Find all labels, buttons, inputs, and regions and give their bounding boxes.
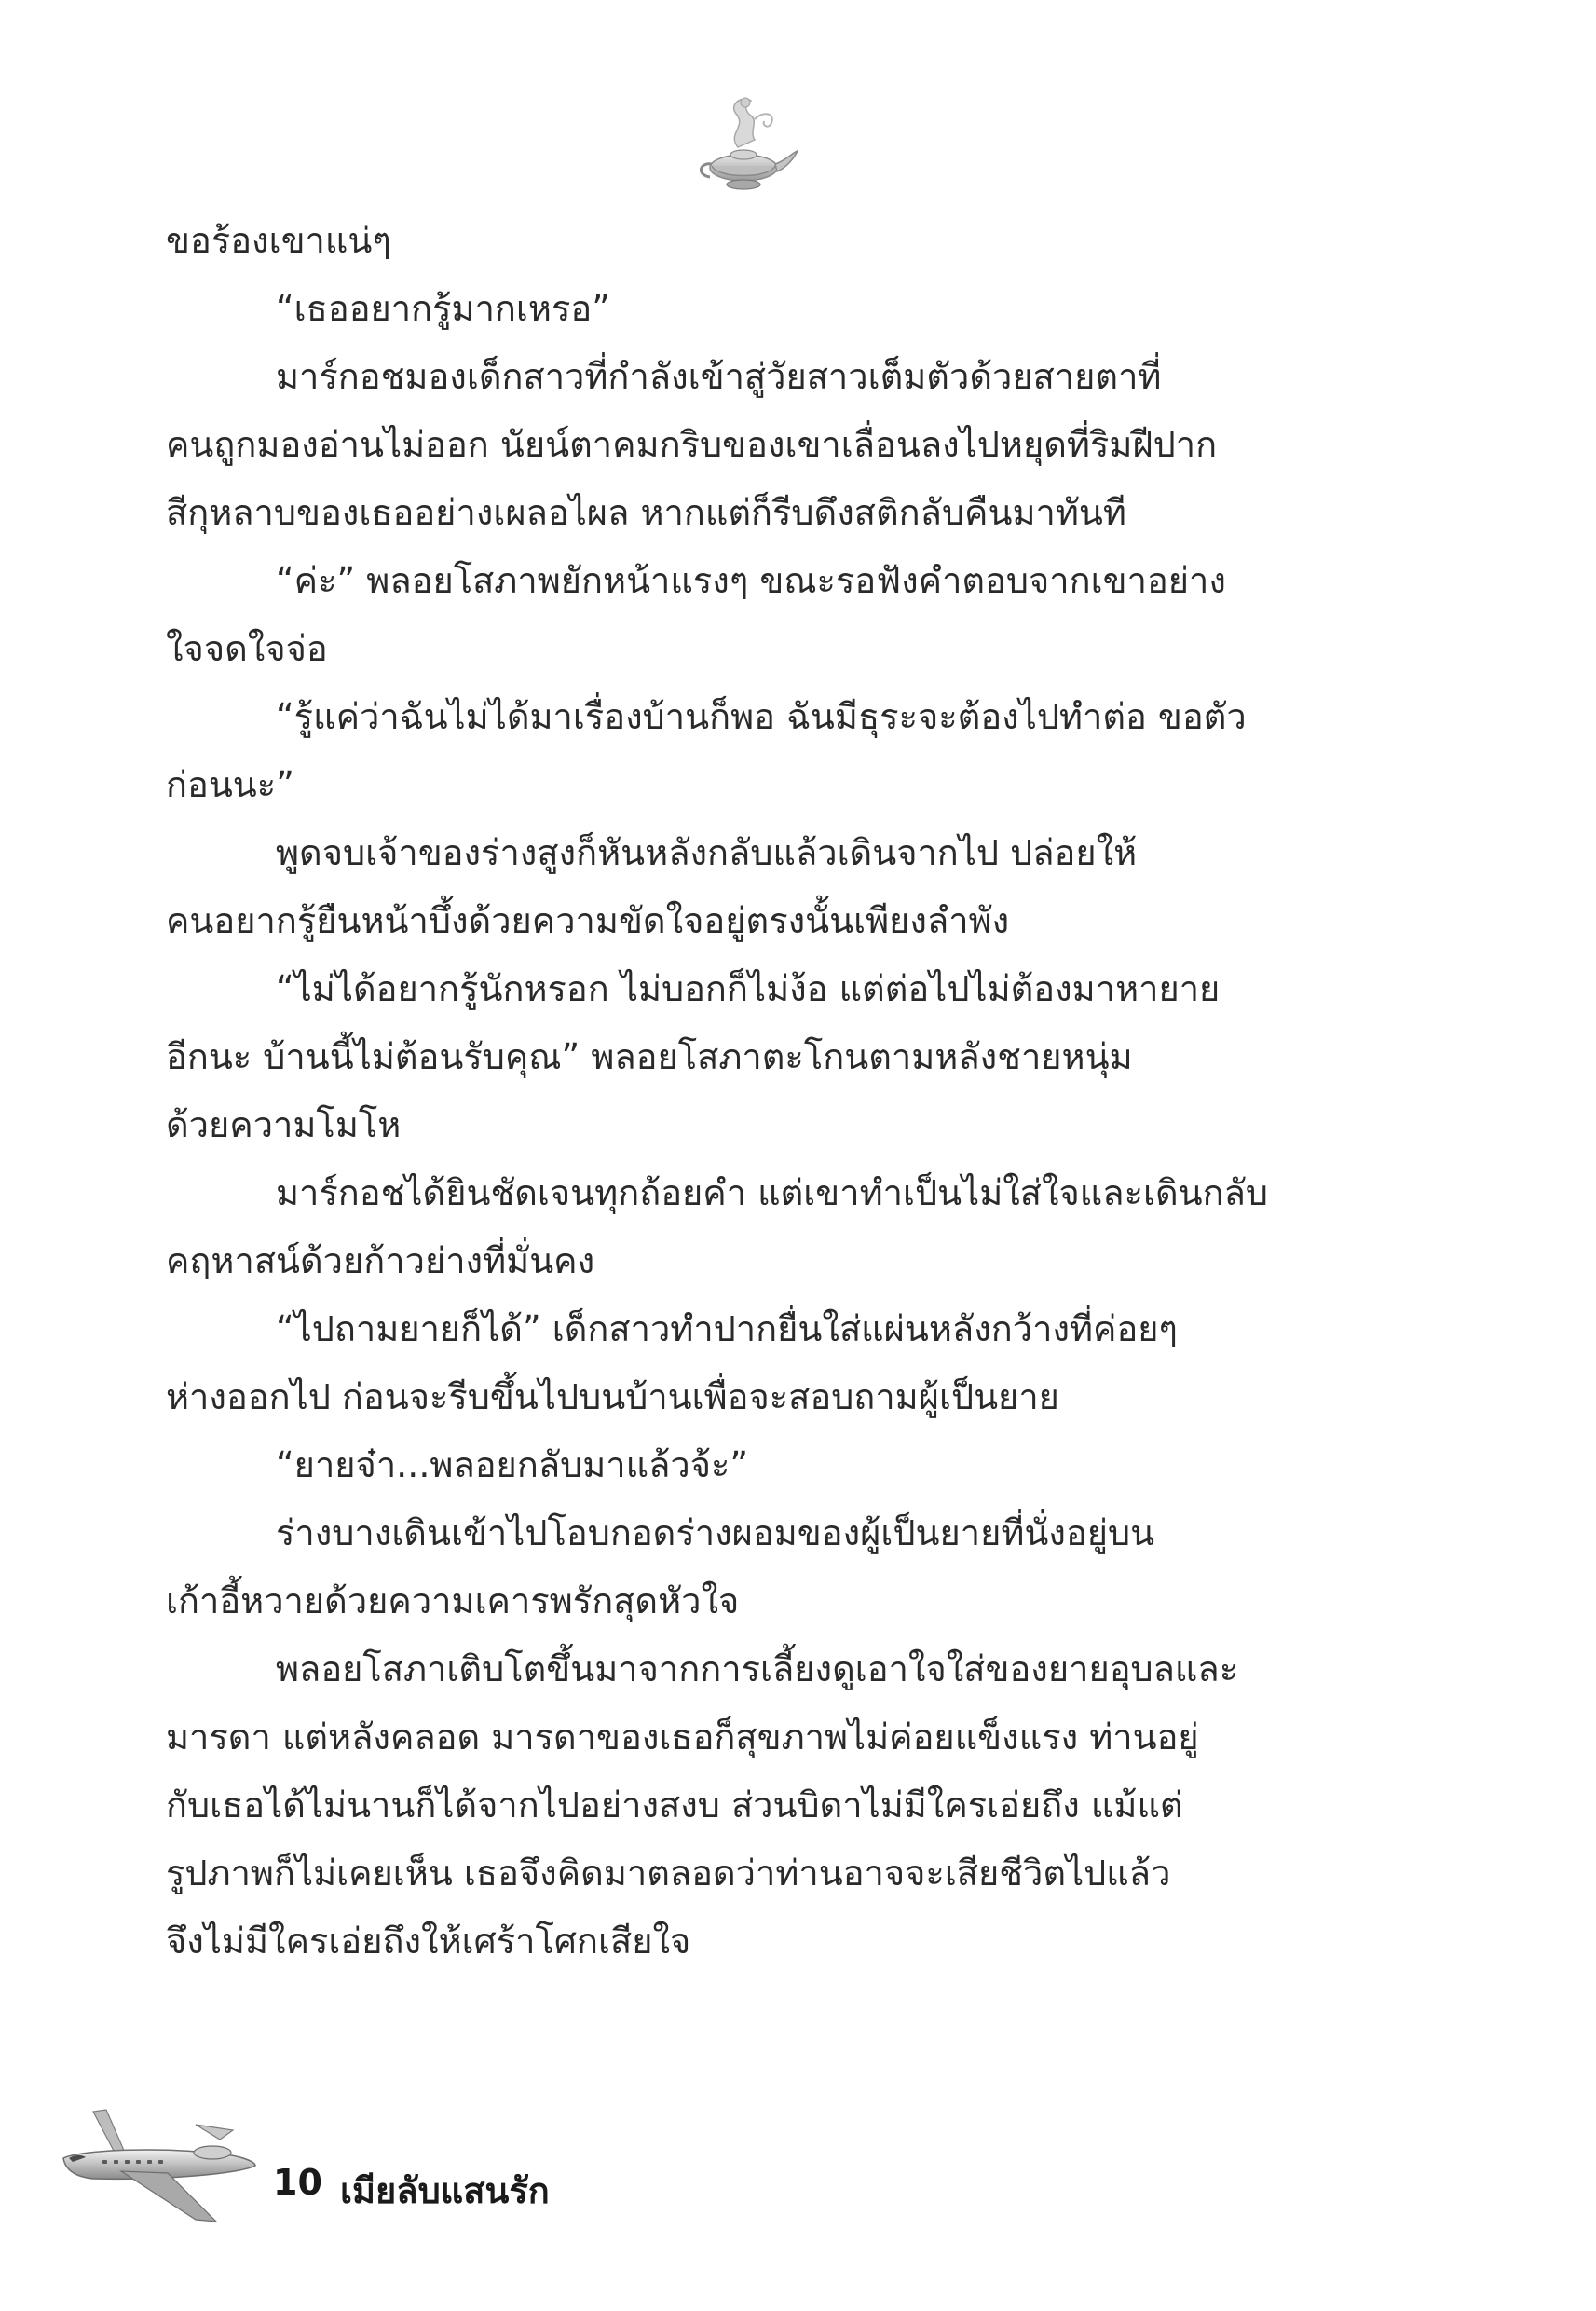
text-line: “ค่ะ” พลอยโสภาพยักหน้าแรงๆ ขณะรอฟังคำตอบจากเขาอย่าง	[276, 560, 1226, 601]
page-footer	[56, 2106, 708, 2236]
text-line: ขอร้องเขาแน่ๆ	[166, 220, 391, 261]
text-line: คฤหาสน์ด้วยก้าวย่างที่มั่นคง	[166, 1240, 595, 1281]
text-line: มาร์กอชได้ยินชัดเจนทุกถ้อยคำ แต่เขาทำเป็นไม่ใส่ใจและเดินกลับ	[276, 1172, 1269, 1213]
text-line: “ไม่ได้อยากรู้นักหรอก ไม่บอกก็ไม่ง้อ แต่ต่อไปไม่ต้องมาหายาย	[276, 968, 1221, 1009]
text-line: “ไปถามยายก็ได้” เด็กสาวทำปากยื่นใส่แผ่นหลังกว้างที่ค่อยๆ	[276, 1308, 1178, 1349]
text-line: ห่างออกไป ก่อนจะรีบขึ้นไปบนบ้านเพื่อจะสอบถามผู้เป็นยาย	[166, 1376, 1059, 1417]
text-line: ร่างบางเดินเข้าไปโอบกอดร่างผอมของผู้เป็นยายที่นั่งอยู่บน	[276, 1512, 1155, 1553]
text-line: จึงไม่มีใครเอ่ยถึงให้เศร้าโศกเสียใจ	[166, 1921, 691, 1962]
text-line: “รู้แค่ว่าฉันไม่ได้มาเรื่องบ้านก็พอ ฉันมีธุระจะต้องไปทำต่อ ขอตัว	[276, 696, 1247, 737]
text-line: ด้วยความโมโห	[166, 1104, 402, 1145]
text-line: คนถูกมองอ่านไม่ออก นัยน์ตาคมกริบของเขาเลื่อนลงไปหยุดที่ริมฝีปาก	[166, 424, 1218, 465]
page-number: 10	[273, 2162, 322, 2203]
private-jet-icon	[56, 2106, 280, 2227]
text-line: เก้าอี้หวายด้วยความเคารพรักสุดหัวใจ	[166, 1580, 740, 1621]
text-line: ก่อนนะ”	[166, 764, 294, 805]
genie-lamp-icon	[689, 82, 801, 198]
text-line: “เธออยากรู้มากเหรอ”	[276, 288, 610, 329]
text-line: มารดา แต่หลังคลอด มารดาของเธอก็สุขภาพไม่ค่อยแข็งแรง ท่านอยู่	[166, 1716, 1199, 1757]
text-line: กับเธอได้ไม่นานก็ได้จากไปอย่างสงบ ส่วนบิดาไม่มีใครเอ่ยถึง แม้แต่	[166, 1785, 1183, 1826]
body-text	[166, 207, 1332, 1976]
text-line: รูปภาพก็ไม่เคยเห็น เธอจึงคิดมาตลอดว่าท่านอาจจะเสียชีวิตไปแล้ว	[166, 1853, 1171, 1894]
text-line: พูดจบเจ้าของร่างสูงก็หันหลังกลับแล้วเดินจากไป ปล่อยให้	[276, 832, 1138, 873]
text-line: “ยายจ๋า...พลอยกลับมาแล้วจ้ะ”	[276, 1444, 749, 1485]
text-line: อีกนะ บ้านนี้ไม่ต้อนรับคุณ” พลอยโสภาตะโกนตามหลังชายหนุ่ม	[166, 1036, 1133, 1077]
text-line: คนอยากรู้ยืนหน้าบึ้งด้วยความขัดใจอยู่ตรงนั้นเพียงลำพัง	[166, 900, 1010, 941]
text-line: มาร์กอชมองเด็กสาวที่กำลังเข้าสู่วัยสาวเต็มตัวด้วยสายตาที่	[276, 356, 1162, 397]
text-line: สีกุหลาบของเธออย่างเผลอไผล หากแต่ก็รีบดึงสติกลับคืนมาทันที	[166, 492, 1126, 533]
text-line: ใจจดใจจ่อ	[166, 628, 328, 669]
text-line: พลอยโสภาเติบโตขึ้นมาจากการเลี้ยงดูเอาใจใส่ของยายอุบลและ	[276, 1648, 1239, 1689]
book-title: เมียลับแสนรัก	[340, 2170, 550, 2211]
